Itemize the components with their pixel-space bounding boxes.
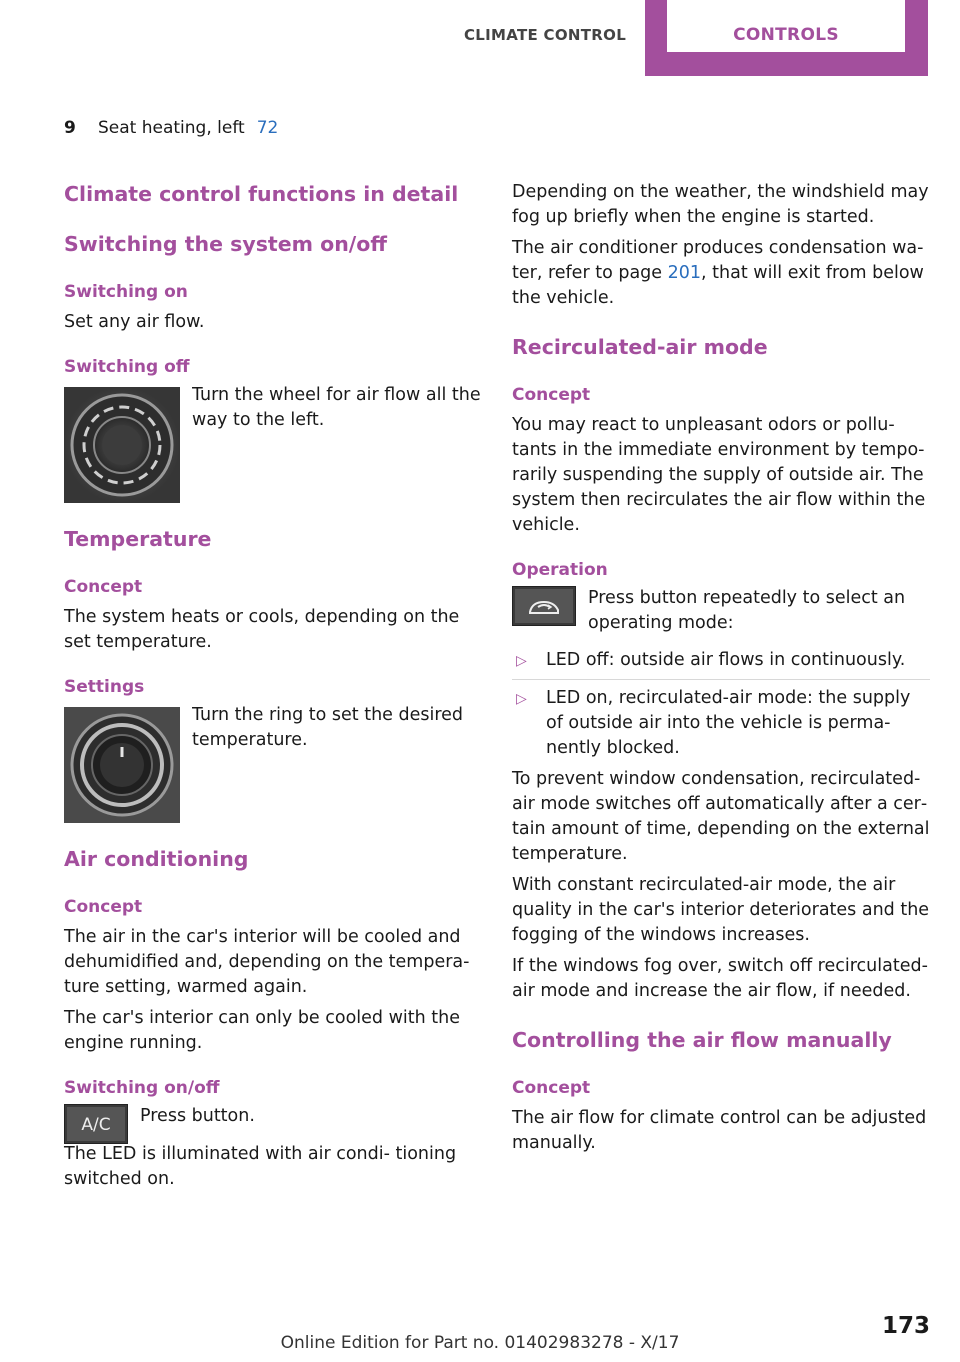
ac-concept-text: The air in the car's interior will be cooled and dehumidified and, depending on the tempera‐ ture setting, warmed again.: [64, 927, 470, 997]
triangle-bullet-icon: ▷: [516, 691, 527, 707]
manual-concept-text: The air flow for climate control can be adjusted manually.: [512, 1108, 927, 1153]
temp-concept-text: The system heats or cools, depending on the set temperature.: [64, 607, 460, 652]
triangle-bullet-icon: ▷: [516, 653, 527, 669]
heading-settings: Settings: [64, 677, 145, 697]
reference-number: 9: [64, 118, 76, 138]
recirculation-button-image: [512, 586, 576, 626]
chapter-tab: [645, 0, 928, 76]
running-header-section: CLIMATE CONTROL: [463, 26, 627, 44]
heading-manual-air-flow: Controlling the air flow manually: [512, 1028, 892, 1052]
chapter-tab-label: CONTROLS: [667, 0, 905, 52]
left-column: [64, 180, 484, 1192]
ac-button-label: A/C: [81, 1115, 111, 1135]
prevent-condensation-text: To prevent window condensation, recirculated- air mode switches off automatically after a cer‐ tain amount of time, depending on the external temperature.: [512, 769, 930, 864]
ac-press-text: Press button.: [140, 1106, 255, 1126]
heading-temp-concept: Concept: [64, 577, 143, 597]
heading-switching-on: Switching on: [64, 282, 188, 302]
list-item: ▷ LED off: outside air flows in continuously.: [512, 642, 930, 680]
right-column: [512, 180, 930, 1156]
heading-switching-system: Switching the system on/off: [64, 232, 387, 256]
air-flow-wheel-image: [64, 387, 180, 503]
settings-text: Turn the ring to set the desired temperature.: [192, 705, 464, 750]
heading-ac-concept: Concept: [64, 897, 143, 917]
ac-engine-text: The car's interior can only be cooled with the engine running.: [64, 1008, 461, 1053]
heading-manual-concept: Concept: [512, 1078, 591, 1098]
heading-climate-functions: Climate control functions in detail: [64, 182, 459, 206]
constant-recirc-text: With constant recirculated-air mode, the air quality in the car's interior deteriorates and the fogging of the windows increases.: [512, 875, 930, 945]
reference-page-link[interactable]: 72: [256, 118, 279, 138]
heading-recirc-concept: Concept: [512, 385, 591, 405]
switching-on-text: Set any air flow.: [64, 312, 205, 332]
page-number: 173: [881, 1313, 930, 1339]
recirc-concept-text: You may react to unpleasant odors or pollu‐ tants in the immediate environment by tempo‐ rarily suspending the supply of outside air. The system then recirculates the air flow within the vehicle.: [512, 415, 926, 535]
heading-temperature: Temperature: [64, 527, 212, 551]
condensation-page-link[interactable]: 201: [667, 263, 702, 283]
ac-button-image: [64, 1104, 128, 1144]
legend-reference: [64, 118, 278, 138]
heading-operation: Operation: [512, 560, 608, 580]
reference-text: Seat heating, left: [98, 118, 245, 138]
heading-switching-off: Switching off: [64, 357, 190, 377]
operation-text: Press button repeatedly to select an operating mode:: [588, 588, 906, 633]
footer-edition: Online Edition for Part no. 01402983278 - X/17: [280, 1333, 680, 1353]
heading-air-conditioning: Air conditioning: [64, 847, 249, 871]
list-item: ▷ LED on, recirculated-air mode: the supply of outside air into the vehicle is perma‐ nently blocked.: [516, 688, 911, 758]
ac-led-text: The LED is illuminated with air condi‐ tioning switched on.: [64, 1144, 457, 1189]
heading-recirculated-air: Recirculated-air mode: [512, 335, 768, 359]
fog-text: Depending on the weather, the windshield may fog up briefly when the engine is started.: [512, 182, 929, 227]
temperature-ring-image: [64, 707, 180, 823]
heading-ac-switching: Switching on/off: [64, 1078, 220, 1098]
fog-over-text: If the windows fog over, switch off recirculated- air mode and increase the air flow, if needed.: [512, 956, 928, 1001]
condensation-text: The air conditioner produces condensation wa‐ ter, refer to page 201, that will exit from below the vehicle.: [512, 238, 924, 308]
operation-mode-list: [512, 642, 930, 767]
switching-off-text: Turn the wheel for air flow all the way to the left.: [192, 385, 481, 430]
